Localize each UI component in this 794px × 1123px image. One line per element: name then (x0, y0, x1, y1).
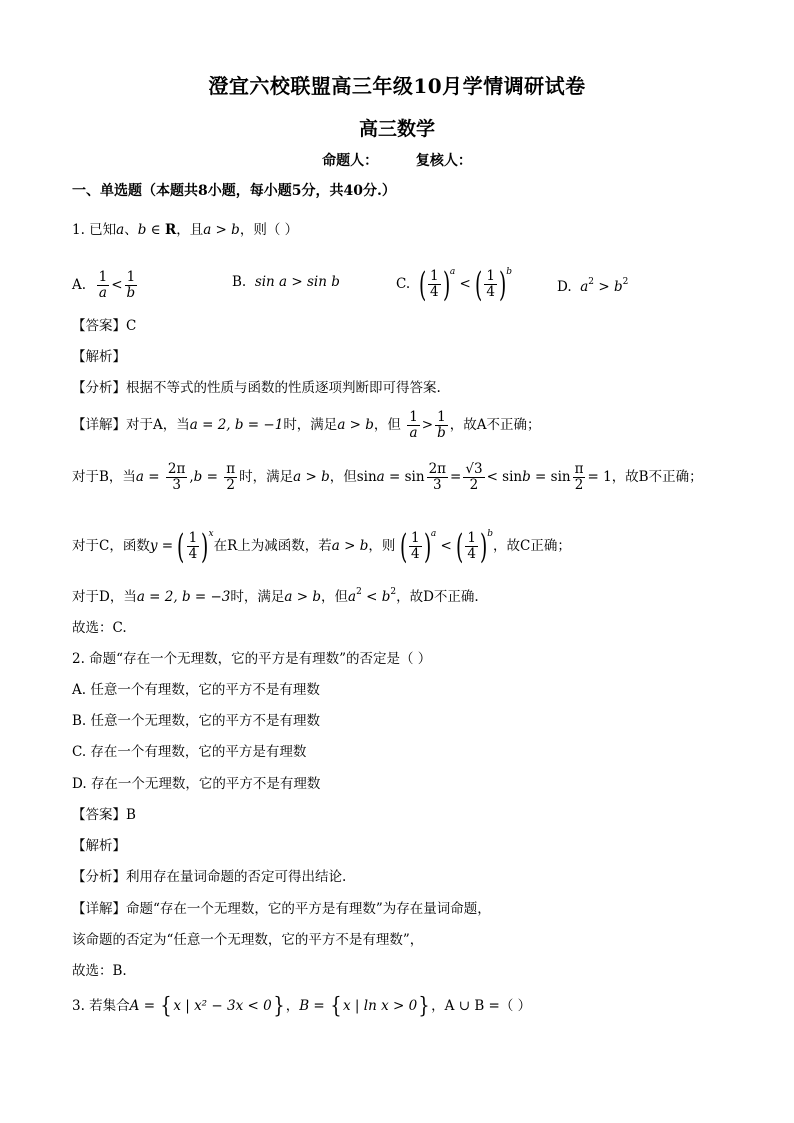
q2-option-a: A. 任意一个有理数，它的平方不是有理数 (72, 682, 320, 698)
q2-stem: 2. 命题“存在一个无理数，它的平方是有理数”的否定是（ ） (72, 651, 432, 667)
q2-option-d: D. 存在一个无理数，它的平方不是有理数 (72, 776, 321, 792)
q2-option-c: C. 存在一个有理数，它的平方是有理数 (72, 744, 307, 760)
authors-line (0, 150, 794, 170)
q1-fenxi: 【分析】根据不等式的性质与函数的性质逐项判断即可得答案. (72, 380, 441, 396)
q2-answer: 【答案】B (72, 807, 136, 823)
q2-jiexi: 【解析】 (72, 838, 126, 854)
q2-detail-2: 该命题的否定为“任意一个无理数，它的平方不是有理数”， (72, 932, 424, 948)
q1-option-b: B. sin a > sin b (232, 274, 340, 290)
q2-detail-1: 【详解】命题“存在一个无理数，它的平方是有理数”为存在量词命题， (72, 901, 491, 917)
q2-choose: 故选：B. (72, 963, 127, 979)
section-heading: 一、单选题（本题共8小题，每小题5分，共40分.） (72, 183, 396, 199)
q1-answer: 【答案】C (72, 318, 137, 334)
q1-stem: 1. 已知a、b ∈ R，且a > b，则（ ） (72, 222, 299, 238)
setter-label: 命题人： (322, 153, 379, 169)
q1-options (72, 262, 722, 305)
reviewer-label: 复核人： (415, 153, 472, 169)
q1-choose: 故选：C. (72, 620, 127, 636)
exam-title: 澄宜六校联盟高三年级10月学情调研试卷 (208, 74, 586, 98)
q1-jiexi: 【解析】 (72, 349, 126, 365)
q1-option-d: D. $a^2 > b^2$ (557, 277, 629, 295)
q1-option-c: C. ( $\frac{1}{4}$ )$^a$ < ( $\frac{1}{4}$ )$^b$ (396, 264, 513, 305)
q2-option-b: B. 任意一个无理数，它的平方不是有理数 (72, 713, 321, 729)
q1-detail-c: 对于C，函数y = ( $\frac{1}{4}$ )$^x$在R上为减函数，若a > b，则 ( $\frac{1}{4}$ )$^a$ < ( $\frac{1}{4}$ )$^b$，故C正确； (72, 526, 571, 567)
q3-stem: 3. 若集合A = {x | x² − 3x < 0}，B = {x | ln x > 0}，A ∪ B =（ ） (72, 993, 532, 1019)
q2-fenxi: 【分析】利用存在量词命题的否定可得出结论. (72, 869, 347, 885)
q1-detail-d: 对于D，当a = 2, b = −3时，满足a > b，但$a^2 < b^2$，故D不正确. (72, 587, 479, 605)
q1-detail-b: 对于B，当a = $\frac{2\pi}{3}$ ,b = $\frac{\pi}{2}$ 时，满足a > b，但sina = sin $\frac{2\pi}{3}$ = $\frac{√3}{2}$ < sinb = sin $\frac{\pi}{2}$ = 1，故B不正确； (72, 461, 703, 493)
q1-detail-a: 【详解】对于A，当a = 2, b = −1时，满足a > b，但 $\frac{1}{a}$ > $\frac{1}{b}$ ，故A不正确； (72, 409, 541, 441)
q1-option-a: A. $\frac{1}{a}$ < $\frac{1}{b}$ (72, 269, 136, 301)
exam-subtitle: 高三数学 (358, 118, 435, 140)
